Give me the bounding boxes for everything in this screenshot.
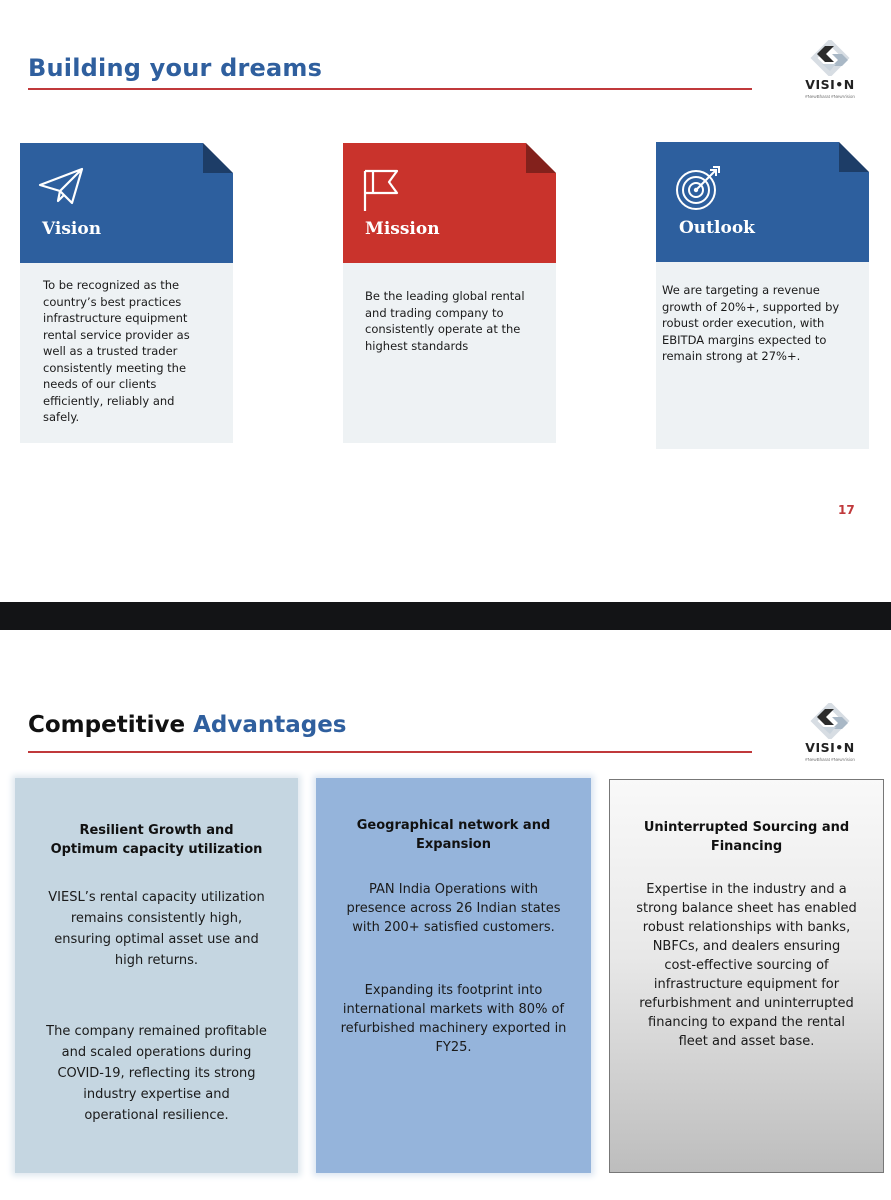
- advantage-panel-growth: [15, 778, 298, 1173]
- advantage-panel-geography: [316, 778, 591, 1173]
- vision-logo-mark-icon: [808, 703, 852, 739]
- vision-logo: [795, 40, 865, 99]
- page-number: 17: [838, 503, 855, 517]
- mission-text: Be the leading global rental and trading company to consistently operate at the highest standards: [365, 289, 525, 353]
- logo-wordmark: VISI•N: [805, 77, 855, 92]
- panel-heading: Geographical network and Expansion: [356, 818, 551, 852]
- slide-divider: [0, 602, 891, 630]
- outlook-text: We are targeting a revenue growth of 20%+, supported by robust order execution, with EBITDA margins expected to remain strong at 27%+.: [662, 283, 840, 363]
- target-icon: [672, 164, 724, 212]
- vision-heading: Vision: [42, 219, 102, 239]
- slide2-title-main: Competitive: [28, 712, 186, 738]
- mission-heading: Mission: [365, 219, 440, 239]
- panel-heading: Resilient Growth and Optimum capacity utilization: [50, 823, 263, 857]
- vision-logo-2: [795, 703, 865, 762]
- panel-paragraph: PAN India Operations with presence across 26 Indian states with 200+ satisfied customers.: [346, 882, 561, 935]
- slide2-title-underline: [28, 751, 752, 753]
- logo-tagline: #NewBharat #NewVision: [805, 757, 855, 762]
- panel-paragraph: VIESL’s rental capacity utilization remains consistently high, ensuring optimal asset use and high returns.: [48, 890, 265, 968]
- paper-plane-icon: [36, 165, 86, 207]
- vision-text: To be recognized as the country’s best practices infrastructure equipment rental service provider as well as a trusted trader consistently meeting the needs of our clients efficiently, reliably and safely.: [43, 278, 190, 424]
- panel-paragraph: Expanding its footprint into international markets with 80% of refurbished machinery exported in FY25.: [340, 983, 567, 1055]
- panel-heading: Uninterrupted Sourcing and Financing: [643, 820, 850, 854]
- slide1-title: Building your dreams: [28, 54, 323, 82]
- mission-card-body: [343, 263, 556, 443]
- mission-card-header: [343, 143, 556, 263]
- logo-wordmark: VISI•N: [805, 740, 855, 755]
- slide2-title: [28, 712, 347, 738]
- outlook-card-body: [656, 262, 869, 449]
- advantage-panel-sourcing: [609, 779, 884, 1173]
- panel-paragraph: Expertise in the industry and a strong balance sheet has enabled robust relationships with banks, NBFCs, and dealers ensuring cost-effective sourcing of infrastructure equipment for refurbishment and uninterrupted financing to expand the rental fleet and asset base.: [636, 882, 857, 1049]
- vision-card-body: [20, 263, 233, 443]
- flag-icon: [359, 165, 409, 213]
- title-underline: [28, 88, 752, 90]
- vision-logo-mark-icon: [808, 40, 852, 76]
- slide2-title-accent: Advantages: [193, 712, 347, 738]
- panel-paragraph: The company remained profitable and scaled operations during COVID-19, reflecting its strong industry expertise and operational resilience.: [46, 1024, 267, 1123]
- logo-tagline: #NewBharat #NewVision: [805, 94, 855, 99]
- outlook-heading: Outlook: [679, 218, 755, 238]
- outlook-card-header: [656, 142, 869, 262]
- vision-card-header: [20, 143, 233, 263]
